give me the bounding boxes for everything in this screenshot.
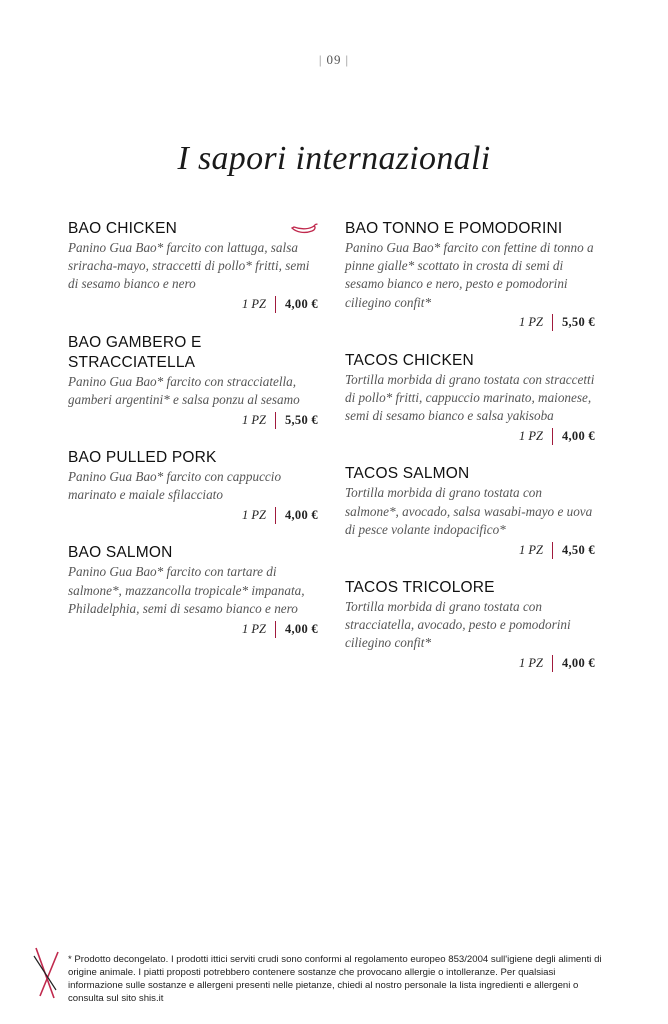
menu-item-description: Panino Gua Bao* farcito con cappuccio marinato e maiale sfilacciato: [68, 469, 282, 503]
footnote: * Prodotto decongelato. I prodotti ittici serviti crudi sono conformi al regolamento europeo 853/2004 sull'igiene degli alimenti di origine animale. I piatti proposti potrebbero contenere sostanze che provocano allergie o intolleranze. Per qualsiasi informazione sulle sostanze e allergeni presenti nelle pietanze, chiedi al nostro personale la lista ingredienti e allergeni o consulta sul sito shis.it: [68, 954, 602, 1004]
menu-item-price-row: [345, 541, 595, 559]
price-divider: [552, 314, 553, 331]
menu-column-left: [68, 219, 318, 657]
menu-item-qty: 1 PZ: [518, 542, 543, 557]
price-divider: [275, 296, 276, 313]
menu-item-description: Panino Gua Bao* farcito con lattuga, salsa sriracha-mayo, straccetti di pollo* fritti, semi di sesamo bianco e nero: [68, 240, 310, 292]
menu-item-price: 4,50 €: [561, 542, 595, 557]
menu-item-price-row: [345, 427, 595, 445]
menu-item: [345, 464, 595, 559]
menu-item-description: Panino Gua Bao* farcito con tartare di salmone*, mazzancolla tropicale* impanata, Philadelphia, semi di sesamo bianco e nero: [68, 564, 305, 616]
menu-item-price-row: [68, 506, 318, 524]
menu-item-price-row: [68, 620, 318, 638]
menu-item: [345, 351, 595, 446]
menu-item-description: Panino Gua Bao* farcito con fettine di tonno a pinne gialle* scottato in crosta di semi di sesamo bianco e nero, pesto e pomodorini ciliegino confit*: [345, 240, 594, 310]
menu-item-price: 4,00 €: [284, 297, 318, 312]
price-divider: [552, 428, 553, 445]
page-number: | 09 |: [318, 52, 350, 67]
menu-column-right: [345, 219, 595, 692]
menu-item-qty: 1 PZ: [518, 428, 543, 443]
menu-item: [345, 578, 595, 673]
menu-item-description: Tortilla morbida di grano tostata con straccetti di pollo* fritti, cappuccio marinato, maionese, semi di sesamo bianco e salsa yakisoba: [345, 371, 595, 424]
chopsticks-icon: [32, 946, 62, 1000]
menu-item-price: 4,00 €: [284, 621, 318, 636]
menu-item: [345, 219, 595, 332]
menu-item-qty: 1 PZ: [518, 656, 543, 671]
menu-item-qty: 1 PZ: [518, 315, 543, 330]
page-number-value: 09: [326, 52, 342, 67]
menu-item-qty: 1 PZ: [241, 507, 266, 522]
menu-item-price: 5,50 €: [561, 315, 595, 330]
menu-item-qty: 1 PZ: [241, 412, 266, 427]
menu-item: [68, 219, 318, 314]
menu-item-name: TACOS CHICKEN: [345, 351, 474, 369]
menu-item: [68, 333, 318, 429]
menu-item-price-row: [68, 296, 318, 314]
menu-item-description: Tortilla morbida di grano tostata con salmone*, avocado, salsa wasabi-mayo e uova di pesce volante indopacifico*: [345, 485, 593, 537]
menu-item-price-row: [345, 655, 595, 673]
menu-item-name: BAO GAMBERO E STRACCIATELLA: [68, 333, 202, 371]
price-divider: [552, 542, 553, 559]
menu-item: [68, 448, 318, 524]
menu-item-price-row: [345, 314, 595, 332]
menu-item-price: 5,50 €: [284, 412, 318, 427]
menu-item-name: BAO PULLED PORK: [68, 449, 217, 467]
price-divider: [275, 507, 276, 524]
menu-item-description: Tortilla morbida di grano tostata con stracciatella, avocado, pesto e pomodorini ciliegino confit*: [345, 599, 571, 651]
menu-item-qty: 1 PZ: [241, 297, 266, 312]
menu-item-price: 4,00 €: [284, 507, 318, 522]
menu-item-name: BAO TONNO E POMODORINI: [345, 220, 563, 237]
price-divider: [275, 621, 276, 638]
menu-item-name: BAO CHICKEN: [68, 220, 177, 237]
menu-item-price: 4,00 €: [561, 656, 595, 671]
menu-item-price: 4,00 €: [561, 428, 595, 443]
menu-item-name: BAO SALMON: [68, 544, 173, 562]
price-divider: [275, 412, 276, 429]
menu-item-name: TACOS TRICOLORE: [345, 579, 495, 597]
page-title: I sapori internazionali: [177, 140, 491, 177]
price-divider: [552, 655, 553, 672]
menu-item-price-row: [68, 411, 318, 429]
menu-item-description: Panino Gua Bao* farcito con stracciatella, gamberi argentini* e salsa ponzu al sesamo: [68, 373, 300, 407]
menu-item-qty: 1 PZ: [241, 621, 266, 636]
menu-item: [68, 543, 318, 638]
menu-item-name: TACOS SALMON: [345, 465, 470, 483]
